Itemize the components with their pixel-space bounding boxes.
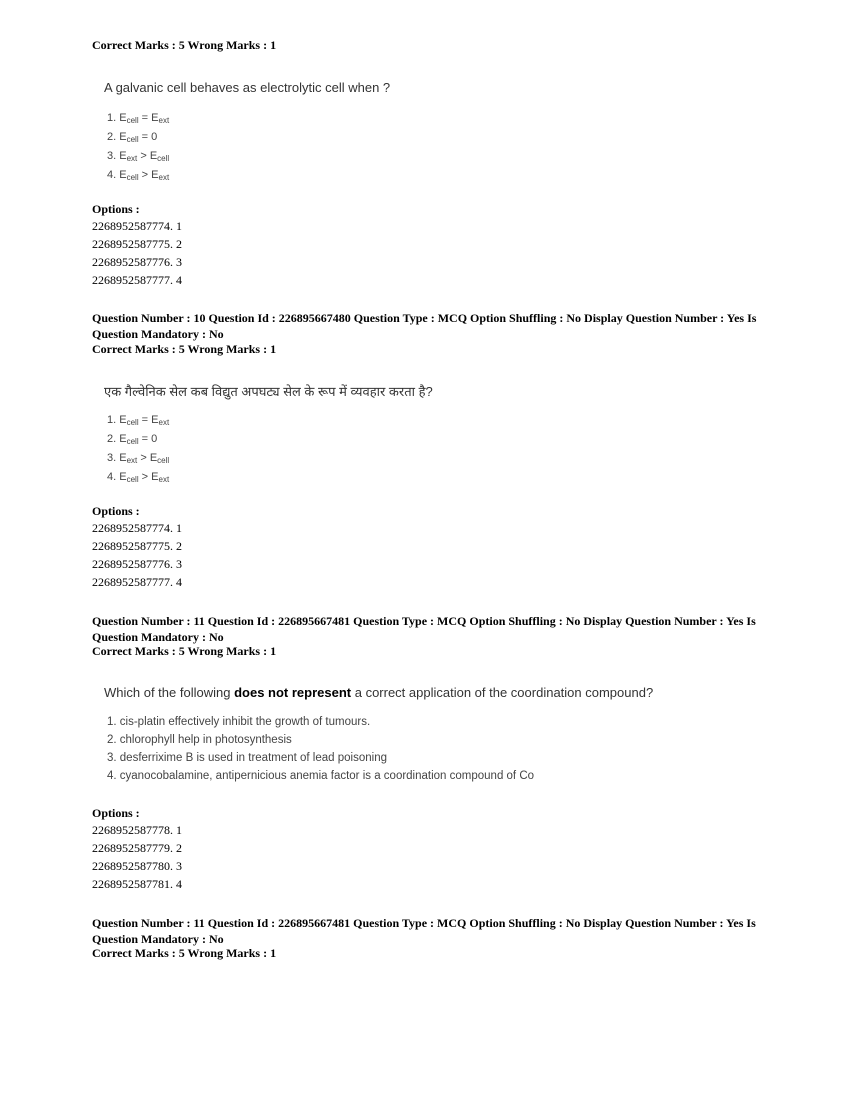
choice-item: 4. $E_{cell} > E_{ext}$ [107,471,170,484]
choice-item: 1. cis-platin effectively inhibit the growth of tumours. [107,716,371,728]
option-item: 2268952587779. 2 [92,841,182,855]
question-text: एक गैल्वेनिक सेल कब विद्युत अपघट्य सेल के रूप में व्यवहार करता है? [104,384,433,399]
options-list [92,217,182,289]
choice-item: 3. $E_{ext} > E_{cell}$ [107,150,170,163]
option-item: 2268952587776. 3 [92,255,182,269]
options-label: Options : [92,202,140,216]
option-item: 2268952587774. 1 [92,219,182,233]
option-item: 2268952587774. 1 [92,521,182,535]
option-item: 2268952587781. 4 [92,877,182,891]
question-text: Which of the following does not represent a correct application of the coordination compound? [104,685,654,700]
choice-list [107,110,169,186]
marks-line: Correct Marks : 5 Wrong Marks : 1 [92,946,277,960]
option-item: 2268952587778. 1 [92,823,182,837]
options-label: Options : [92,806,140,820]
choice-item: 2. $E_{cell} = 0$ [107,433,158,446]
marks-line: Correct Marks : 5 Wrong Marks : 1 [92,644,277,658]
option-item: 2268952587780. 3 [92,859,182,873]
marks-line: Correct Marks : 5 Wrong Marks : 1 [92,38,277,52]
option-item: 2268952587775. 2 [92,237,182,251]
choice-list [107,713,534,785]
question-emphasis: does not represent [234,685,352,700]
choice-list [107,412,169,488]
question-header: Question Number : 11 Question Id : 226895667481 Question Type : MCQ Option Shuffling : No Display Question Number : Yes Is Question Mandatory : No [92,614,756,644]
choice-item: 4. cyanocobalamine, antipernicious anemia factor is a coordination compound of Co [107,770,535,782]
choice-item: 1. $E_{cell} = E_{ext}$ [107,112,170,125]
choice-item: 4. $E_{cell} > E_{ext}$ [107,169,170,182]
choice-item: 1. $E_{cell} = E_{ext}$ [107,414,170,427]
choice-item: 2. $E_{cell} = 0$ [107,131,158,144]
marks-line: Correct Marks : 5 Wrong Marks : 1 [92,342,277,356]
question-text: A galvanic cell behaves as electrolytic cell when ? [104,80,391,95]
option-item: 2268952587776. 3 [92,557,182,571]
choice-item: 3. desferrixime B is used in treatment of lead poisoning [107,752,387,764]
option-item: 2268952587775. 2 [92,539,182,553]
options-label: Options : [92,504,140,518]
option-item: 2268952587777. 4 [92,273,182,287]
choice-item: 3. $E_{ext} > E_{cell}$ [107,452,170,465]
options-list [92,821,182,893]
options-list [92,519,182,591]
question-header: Question Number : 10 Question Id : 226895667480 Question Type : MCQ Option Shuffling : No Display Question Number : Yes Is Question Mandatory : No [92,311,757,341]
choice-item: 2. chlorophyll help in photosynthesis [107,734,292,746]
option-item: 2268952587777. 4 [92,575,182,589]
question-header: Question Number : 11 Question Id : 226895667481 Question Type : MCQ Option Shuffling : No Display Question Number : Yes Is Question Mandatory : No [92,916,756,946]
